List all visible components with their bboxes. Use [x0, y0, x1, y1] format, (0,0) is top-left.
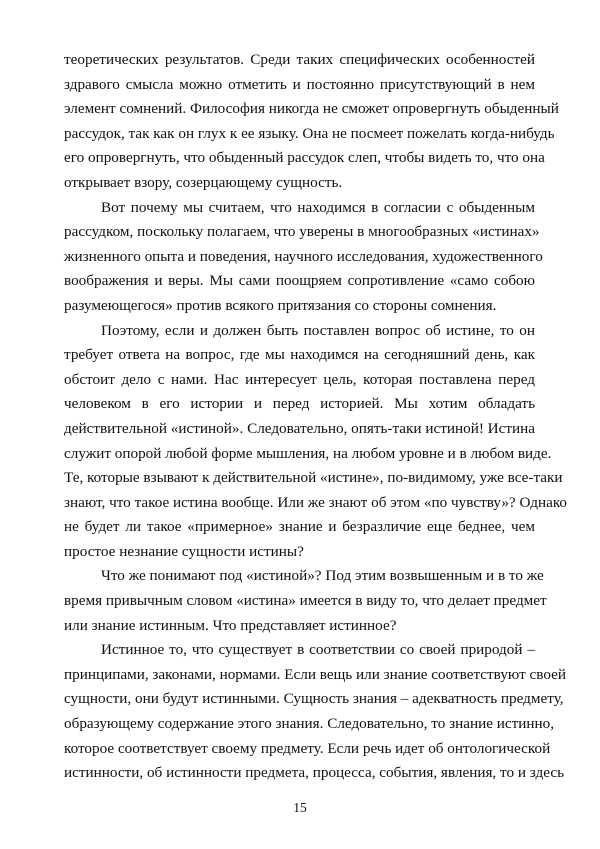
text-line: рассудком, поскольку полагаем, что уверены в многообразных «истинах»: [64, 223, 540, 241]
text-line: здравого смысла можно отметить и постоянно присутствующий в нем: [64, 75, 535, 93]
text-line: или знание истинным. Что представляет истинное?: [64, 616, 397, 634]
text-line: Что же понимают под «истиной»? Под этим возвышенным и в то же: [101, 567, 544, 585]
text-line: время привычным словом «истина» имеется в виду то, что делает предмет: [64, 592, 547, 610]
text-line: Вот почему мы считаем, что находимся в согласии с обыденным: [101, 198, 535, 216]
text-line: открывает взору, созерцающему сущность.: [64, 173, 343, 191]
text-line: обстоит дело с нами. Нас интересует цель, которая поставлена перед: [64, 370, 535, 388]
text-line: разумеющегося» против всякого притязания со стороны сомнения.: [64, 296, 497, 314]
text-line: знают, что такое истина вообще. Или же знают об этом «по чувству»? Однако: [64, 493, 568, 511]
text-line: простое незнание сущности истины?: [64, 542, 304, 560]
paragraph: [64, 638, 566, 786]
text-line: элемент сомнений. Философия никогда не сможет опровергнуть обыденный: [64, 100, 559, 118]
paragraph: [64, 564, 547, 638]
text-line: Те, которые взывают к действительной «истине», по-видимому, уже все-таки: [64, 469, 563, 487]
text-line: Поэтому, если и должен быть поставлен вопрос об истине, то он: [101, 321, 535, 339]
text-line: принципами, законами, нормами. Если вещь или знание соответствуют своей: [64, 665, 566, 683]
text-line: воображения и веры. Мы сами поощряем сопротивление «само собою: [64, 272, 535, 290]
text-line: действительной «истиной». Следовательно, опять-таки истиной! Истина: [64, 419, 536, 437]
text-line: человеком в его истории и перед историей. Мы хотим обладать: [64, 395, 535, 413]
page-number: 15: [293, 800, 307, 815]
text-line: которое соответствует своему предмету. Если речь идет об онтологической: [64, 739, 551, 757]
text-line: Истинное то, что существует в соответствии со своей природой –: [101, 641, 535, 659]
text-line: теоретических результатов. Среди таких специфических особенностей: [64, 51, 535, 68]
text-line: служит опорой любой форме мышления, на любом уровне и в любом виде.: [64, 444, 552, 462]
text-line: образующему содержание этого знания. Следовательно, то знание истинно,: [64, 715, 555, 733]
text-line: его опровергнуть, что обыденный рассудок слеп, чтобы видеть то, что она: [64, 149, 545, 167]
paragraph: [64, 48, 559, 196]
paragraph: [64, 319, 568, 565]
body-text: [64, 48, 568, 786]
text-line: требует ответа на вопрос, где мы находимся на сегодняшний день, как: [64, 346, 535, 364]
text-line: истинности, об истинности предмета, процесса, события, явления, то и здесь: [64, 764, 565, 782]
text-line: жизненного опыта и поведения, научного исследования, художественного: [64, 247, 543, 265]
text-line: не будет ли такое «примерное» знание и безразличие еще беднее, чем: [64, 518, 535, 536]
paragraph: [64, 196, 543, 319]
text-line: сущности, они будут истинными. Сущность знания – адекватность предмету,: [64, 690, 564, 708]
text-line: рассудок, так как он глух к ее языку. Она не посмеет пожелать когда-нибудь: [64, 124, 555, 142]
